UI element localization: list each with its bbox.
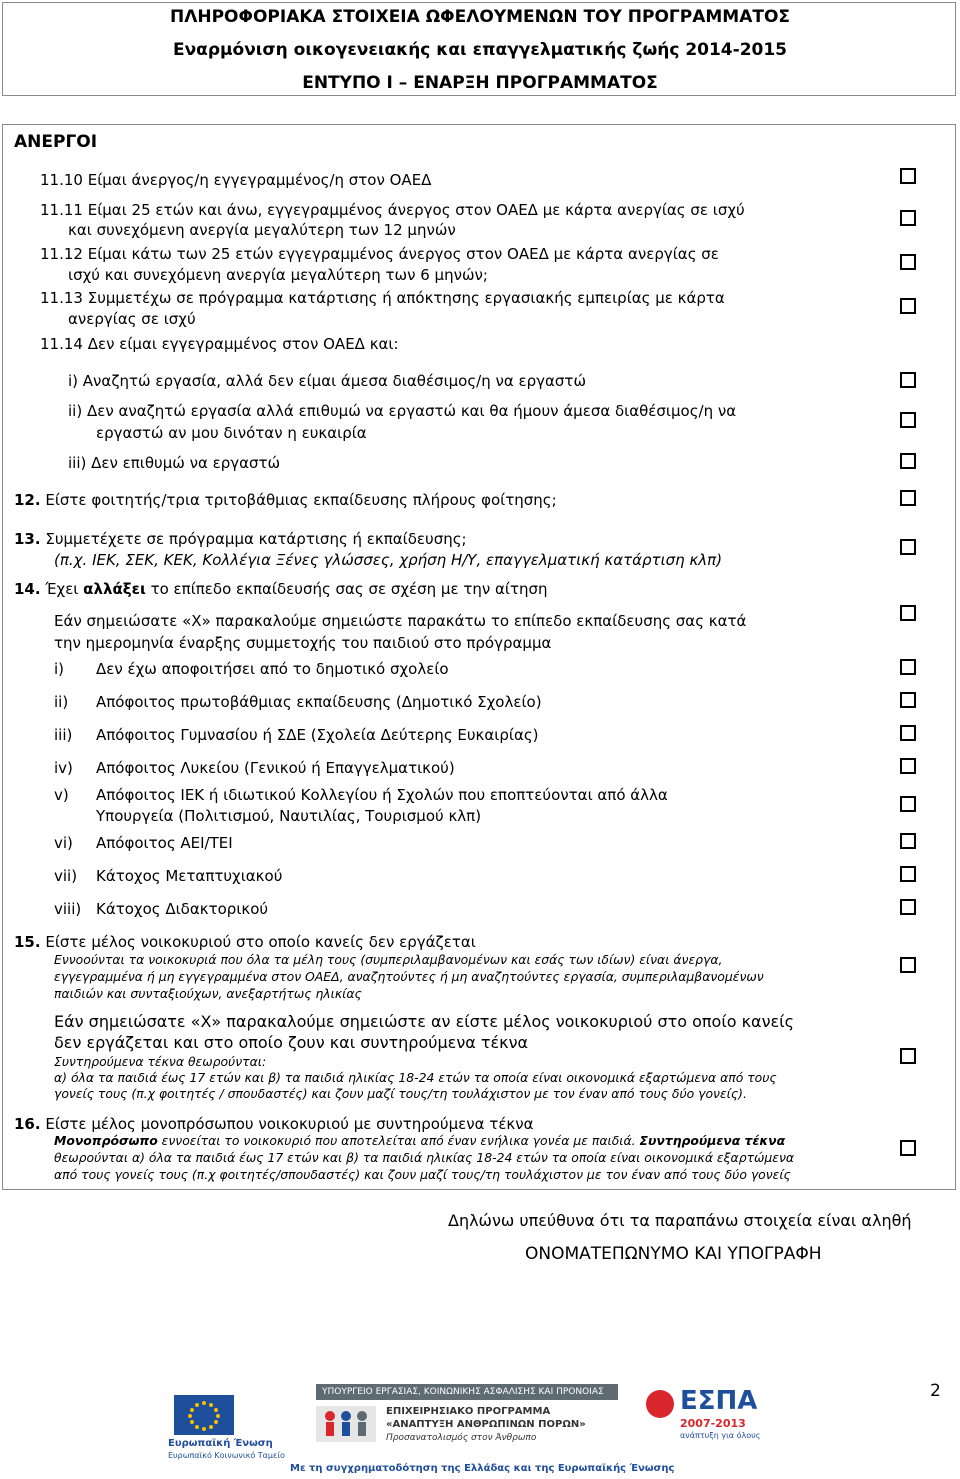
q15-dependents-a: Συντηρούμενα τέκνα θεωρούνται: <box>54 1054 267 1069</box>
program-sub: «ΑΝΑΠΤΥΞΗ ΑΝΘΡΩΠΙΝΩΝ ΠΟΡΩΝ» <box>386 1419 586 1430</box>
level-4-num: iv) <box>54 759 73 777</box>
q16-bold-1: Μονοπρόσωπο <box>54 1133 158 1148</box>
espa-label: ΕΣΠΑ <box>680 1386 758 1416</box>
q12-number: 12. <box>14 491 41 509</box>
level-6-text: Απόφοιτος ΑΕΙ/ΤΕΙ <box>96 834 233 852</box>
q16-label <box>14 1114 534 1134</box>
header-line-1: ΠΛΗΡΟΦΟΡΙΑΚΑ ΣΤΟΙΧΕΙΑ ΩΦΕΛΟΥΜΕΝΩΝ ΤΟΥ ΠΡΟΓΡΑΜΜΑΤΟΣ <box>169 7 791 27</box>
eu-label: Ευρωπαϊκή Ένωση <box>168 1438 273 1449</box>
q11-10-checkbox[interactable] <box>900 168 916 184</box>
level-2-checkbox[interactable] <box>900 692 916 708</box>
level-4-text: Απόφοιτος Λυκείου (Γενικού ή Επαγγελματικού) <box>96 759 455 777</box>
q11-10-label: 11.10 Είμαι άνεργος/η εγγεγραμμένος/η στον ΟΑΕΔ <box>40 171 432 189</box>
q11-12-label-a: 11.12 Είμαι κάτω των 25 ετών εγγεγραμμένος άνεργος στον ΟΑΕΔ με κάρτα ανεργίας σε <box>40 245 719 263</box>
q16-text-1: εννοείται το νοικοκυριό που αποτελείται από έναν ενήλικα γονέα με παιδιά. <box>157 1133 640 1148</box>
q11-13-label-b: ανεργίας σε ισχύ <box>68 310 196 328</box>
level-2-text: Απόφοιτος πρωτοβάθμιας εκπαίδευσης (Δημοτικό Σχολείο) <box>96 693 542 711</box>
q14-text-bold: αλλάξει <box>83 580 146 598</box>
q15-checkbox[interactable] <box>900 957 916 973</box>
level-6-num: vi) <box>54 834 73 852</box>
q16-text: Είστε μέλος μονοπρόσωπου νοικοκυριού με συντηρούμενα τέκνα <box>40 1115 534 1133</box>
q13-checkbox[interactable] <box>900 539 916 555</box>
q13-number: 13. <box>14 530 41 548</box>
q11-14-ii-label-b: εργαστώ αν μου δινόταν η ευκαιρία <box>96 424 367 442</box>
q14-checkbox[interactable] <box>900 605 916 621</box>
level-3-text: Απόφοιτος Γυμνασίου ή ΣΔΕ (Σχολεία Δεύτερης Ευκαιρίας) <box>96 726 539 744</box>
q12-label <box>14 490 557 510</box>
level-7-checkbox[interactable] <box>900 866 916 882</box>
q11-14-ii-checkbox[interactable] <box>900 412 916 428</box>
eu-logo <box>170 1395 250 1437</box>
program-title: ΕΠΙΧΕΙΡΗΣΙΑΚΟ ΠΡΟΓΡΑΜΜΑ <box>386 1406 551 1417</box>
espa-sub: ανάπτυξη για όλους <box>680 1431 761 1440</box>
q16-checkbox[interactable] <box>900 1140 916 1156</box>
q11-12-checkbox[interactable] <box>900 254 916 270</box>
page-number: 2 <box>930 1381 941 1401</box>
q11-14-iii-checkbox[interactable] <box>900 453 916 469</box>
q12-checkbox[interactable] <box>900 490 916 506</box>
level-5-checkbox[interactable] <box>900 796 916 812</box>
level-7-text: Κάτοχος Μεταπτυχιακού <box>96 867 283 885</box>
level-5-text: Απόφοιτος ΙΕΚ ή ιδιωτικού Κολλεγίου ή Σχολών που εποπτεύονται από άλλα <box>96 786 668 804</box>
q11-11-checkbox[interactable] <box>900 210 916 226</box>
q13-label <box>14 529 467 549</box>
level-5-num: v) <box>54 786 69 804</box>
q16-number: 16. <box>14 1115 41 1133</box>
q16-bold-2: Συντηρούμενα τέκνα <box>639 1133 786 1148</box>
q11-11-label-a: 11.11 Είμαι 25 ετών και άνω, εγγεγραμμένος άνεργος στον ΟΑΕΔ με κάρτα ανεργίας σε ισχύ <box>40 201 745 219</box>
level-8-num: viii) <box>54 900 82 918</box>
level-5-text-2: Υπουργεία (Πολιτισμού, Ναυτιλίας, Τουρισμού κλπ) <box>96 807 482 825</box>
q14-text-pre: Έχει <box>40 580 84 598</box>
q16-definition-3: από τους γονείς τους (π.χ φοιτητές/σπουδαστές) και ζουν μαζί τους/τη τουλάχιστον με τον έναν από τους δύο γονείς <box>54 1167 791 1182</box>
q11-12-label-b: ισχύ και συνεχόμενη ανεργία μεγαλύτερη των 6 μηνών; <box>68 266 488 284</box>
q11-11-label-b: και συνεχόμενη ανεργία μεγαλύτερη των 12 μηνών <box>68 221 456 239</box>
q15-note-a: Εάν σημειώσατε «Χ» παρακαλούμε σημειώστε αν είστε μέλος νοικοκυριού στο οποίο κανείς <box>54 1012 794 1031</box>
declaration-text: Δηλώνω υπεύθυνα ότι τα παραπάνω στοιχεία είναι αληθή <box>448 1211 912 1230</box>
level-3-num: iii) <box>54 726 73 744</box>
q11-13-checkbox[interactable] <box>900 298 916 314</box>
level-3-checkbox[interactable] <box>900 725 916 741</box>
q15-definition-c: παιδιών και συνταξιούχων, ανεξαρτήτως ηλικίας <box>54 986 362 1001</box>
q16-definition-2: θεωρούνται α) όλα τα παιδιά έως 17 ετών και β) τα παιδιά ηλικίας 18-24 ετών τα οποία είναι οικονομικά εξαρτώμενα <box>54 1150 795 1165</box>
q11-14-i-checkbox[interactable] <box>900 372 916 388</box>
header-line-2: Εναρμόνιση οικογενειακής και επαγγελματικής ζωής 2014-2015 <box>172 40 788 60</box>
q15-label <box>14 932 476 952</box>
q15-dependents-b: α) όλα τα παιδιά έως 17 ετών και β) τα παιδιά ηλικίας 18-24 ετών τα οποία είναι οικονομικά εξαρτώμενα από τους <box>54 1070 777 1085</box>
q11-14-iii-label: iii) Δεν επιθυμώ να εργαστώ <box>68 454 281 472</box>
q11-14-i-label: i) Αναζητώ εργασία, αλλά δεν είμαι άμεσα διαθέσιμος/η να εργαστώ <box>68 372 587 390</box>
level-1-checkbox[interactable] <box>900 659 916 675</box>
header-line-3: ΕΝΤΥΠΟ Ι – ΕΝΑΡΞΗ ΠΡΟΓΡΑΜΜΑΤΟΣ <box>302 73 658 93</box>
level-2-num: ii) <box>54 693 69 711</box>
q11-13-label-a: 11.13 Συμμετέχω σε πρόγραμμα κατάρτισης ή απόκτησης εργασιακής εμπειρίας με κάρτα <box>40 289 725 307</box>
program-logo <box>316 1404 380 1444</box>
eu-fund-label: Ευρωπαϊκό Κοινωνικό Ταμείο <box>168 1451 285 1460</box>
q14-note-b: την ημερομηνία έναρξης συμμετοχής του παιδιού στο πρόγραμμα <box>54 634 552 652</box>
level-6-checkbox[interactable] <box>900 833 916 849</box>
espa-years: 2007-2013 <box>680 1417 746 1430</box>
level-8-checkbox[interactable] <box>900 899 916 915</box>
q14-text-post: το επίπεδο εκπαίδευσής σας σε σχέση με την αίτηση <box>145 580 548 598</box>
espa-star-icon <box>646 1390 674 1418</box>
q15-number: 15. <box>14 933 41 951</box>
q15-definition-a: Εννοούνται τα νοικοκυριά που όλα τα μέλη τους (συμπεριλαμβανομένων και εσάς των ιδίων) είναι άνεργα, <box>54 952 723 967</box>
cofund-label: Με τη συγχρηματοδότηση της Ελλάδας και της Ευρωπαϊκής Ένωσης <box>290 1463 675 1474</box>
signature-label: ΟΝΟΜΑΤΕΠΩΝΥΜΟ ΚΑΙ ΥΠΟΓΡΑΦΗ <box>525 1244 822 1264</box>
q15-text: Είστε μέλος νοικοκυριού στο οποίο κανείς δεν εργάζεται <box>40 933 476 951</box>
program-slogan: Προσανατολισμός στον Άνθρωπο <box>386 1433 537 1443</box>
ministry-label: ΥΠΟΥΡΓΕΙΟ ΕΡΓΑΣΙΑΣ, ΚΟΙΝΩΝΙΚΗΣ ΑΣΦΑΛΙΣΗΣ ΚΑΙ ΠΡΟΝΟΙΑΣ <box>322 1387 604 1397</box>
level-1-text: Δεν έχω αποφοιτήσει από το δημοτικό σχολείο <box>96 660 449 678</box>
level-7-num: vii) <box>54 867 78 885</box>
q15-definition-b: εγγεγραμμένα ή μη εγγεγραμμένα στον ΟΑΕΔ, αναζητούντες ή μη αναζητούντες εργασία, συμπεριλαμβανομένων <box>54 969 764 984</box>
level-4-checkbox[interactable] <box>900 758 916 774</box>
q15-dependents-c: γονείς τους (π.χ φοιτητές / σπουδαστές) και ζουν μαζί τους/τη τουλάχιστον με τον έναν από τους δύο γονείς). <box>54 1086 747 1101</box>
level-1-num: i) <box>54 660 65 678</box>
q13-sub: (π.χ. ΙΕΚ, ΣΕΚ, ΚΕΚ, Κολλέγια Ξένες γλώσσες, χρήση Η/Υ, επαγγελματική κατάρτιση κλπ) <box>54 551 723 569</box>
eu-flag-icon <box>170 1395 250 1437</box>
q11-14-ii-label-a: ii) Δεν αναζητώ εργασία αλλά επιθυμώ να εργαστώ και θα ήμουν άμεσα διαθέσιμος/η να <box>68 402 737 420</box>
q14-note-a: Εάν σημειώσατε «Χ» παρακαλούμε σημειώστε παρακάτω το επίπεδο εκπαίδευσης σας κατά <box>54 612 747 630</box>
q16-definition-1 <box>54 1132 785 1149</box>
q14-number: 14. <box>14 580 41 598</box>
q15-note-b: δεν εργάζεται και στο οποίο ζουν και συντηρούμενα τέκνα <box>54 1033 529 1052</box>
q13-text: Συμμετέχετε σε πρόγραμμα κατάρτισης ή εκπαίδευσης; <box>40 530 467 548</box>
people-icon <box>316 1404 380 1444</box>
section-title: ΑΝΕΡΓΟΙ <box>14 132 98 152</box>
q14-label <box>14 579 548 599</box>
q11-14-label: 11.14 Δεν είμαι εγγεγραμμένος στον ΟΑΕΔ και: <box>40 335 399 353</box>
level-8-text: Κάτοχος Διδακτορικού <box>96 900 269 918</box>
q12-text: Είστε φοιτητής/τρια τριτοβάθμιας εκπαίδευσης πλήρους φοίτησης; <box>40 491 557 509</box>
q15-children-checkbox[interactable] <box>900 1048 916 1064</box>
